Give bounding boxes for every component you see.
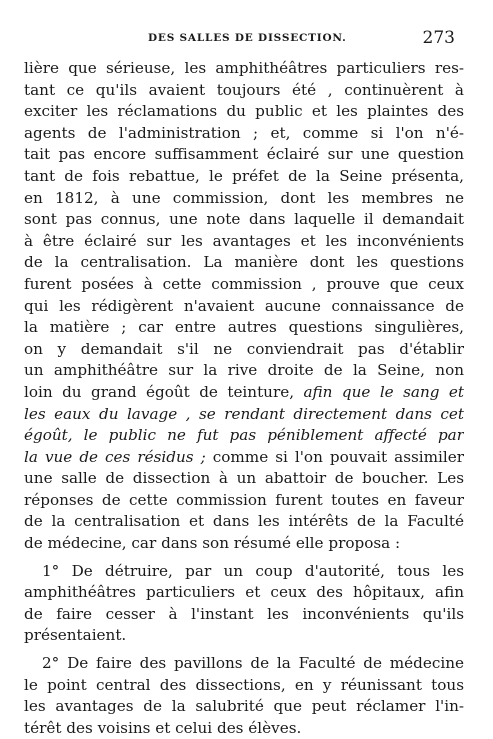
italic-quote-line: égoût, le public ne fut pas péniblement affecté par: [24, 426, 464, 445]
text-line: le point central des dissections, en y réunissant tous: [24, 675, 464, 694]
italic-quote: la vue de ces résidus ;: [24, 447, 206, 466]
text-line: [24, 382, 464, 404]
list-item-1: [24, 561, 464, 647]
body-text: [24, 58, 464, 739]
text-line: de médecine, car dans son résumé elle proposa :: [24, 534, 401, 553]
text-line: tant de fois rebattue, le préfet de la Seine présenta,: [24, 166, 464, 185]
text-line: sont pas connus, une note dans laquelle il demandait: [24, 210, 464, 229]
text-line: furent posées à cette commission , prouve que ceux: [24, 274, 464, 293]
text-line: agents de l'administration ; et, comme si l'on n'é-: [24, 123, 464, 142]
italic-quote: afin que le sang et: [303, 382, 464, 401]
italic-quote-line: les eaux du lavage , se rendant directement dans cet: [24, 404, 464, 423]
text-line: réponses de cette commission furent toutes en faveur: [24, 490, 464, 509]
text-line: présentaient.: [24, 626, 127, 645]
text-line: de faire cesser à l'instant les inconvénients qu'ils: [24, 604, 464, 623]
running-head: DES SALLES DE DISSECTION.: [148, 32, 347, 44]
roman-text: loin du grand égoût de teinture,: [24, 382, 304, 401]
text-line: exciter les réclamations du public et les plaintes des: [24, 102, 464, 121]
roman-text: comme si l'on pouvait assimiler: [205, 447, 464, 466]
text-line: on y demandait s'il ne conviendrait pas d'établir: [24, 339, 464, 358]
text-line: un amphithéâtre sur la rive droite de la Seine, non: [24, 361, 464, 380]
text-line: qui les rédigèrent n'avaient aucune connaissance de: [24, 296, 464, 315]
text-line: la matière ; car entre autres questions singulières,: [24, 318, 464, 337]
list-item-2: [24, 653, 464, 739]
text-line: [24, 447, 464, 469]
text-line: tait pas encore suffisamment éclairé sur une question: [24, 145, 464, 164]
text-line: 1° De détruire, par un coup d'autorité, tous les: [42, 561, 464, 580]
text-line: lière que sérieuse, les amphithéâtres particuliers res-: [24, 59, 464, 77]
paragraph-1: [24, 58, 464, 555]
text-line: amphithéâtres particuliers et ceux des hôpitaux, afin: [24, 583, 464, 602]
text-line: en 1812, à une commission, dont les membres ne: [24, 188, 464, 207]
text-line: à être éclairé sur les avantages et les inconvénients: [24, 231, 464, 250]
text-line: térêt des voisins et celui des élèves.: [24, 718, 302, 737]
text-line: 2° De faire des pavillons de la Faculté de médecine: [42, 654, 464, 673]
text-line: de la centralisation. La manière dont les questions: [24, 253, 464, 272]
text-line: les avantages de la salubrité que peut réclamer l'in-: [24, 697, 464, 716]
text-line: tant ce qu'ils avaient toujours été , continuèrent à: [24, 80, 464, 99]
page-number: 273: [422, 28, 455, 48]
text-line: une salle de dissection à un abattoir de boucher. Les: [24, 469, 464, 488]
text-line: de la centralisation et dans les intérêts de la Faculté: [24, 512, 464, 531]
